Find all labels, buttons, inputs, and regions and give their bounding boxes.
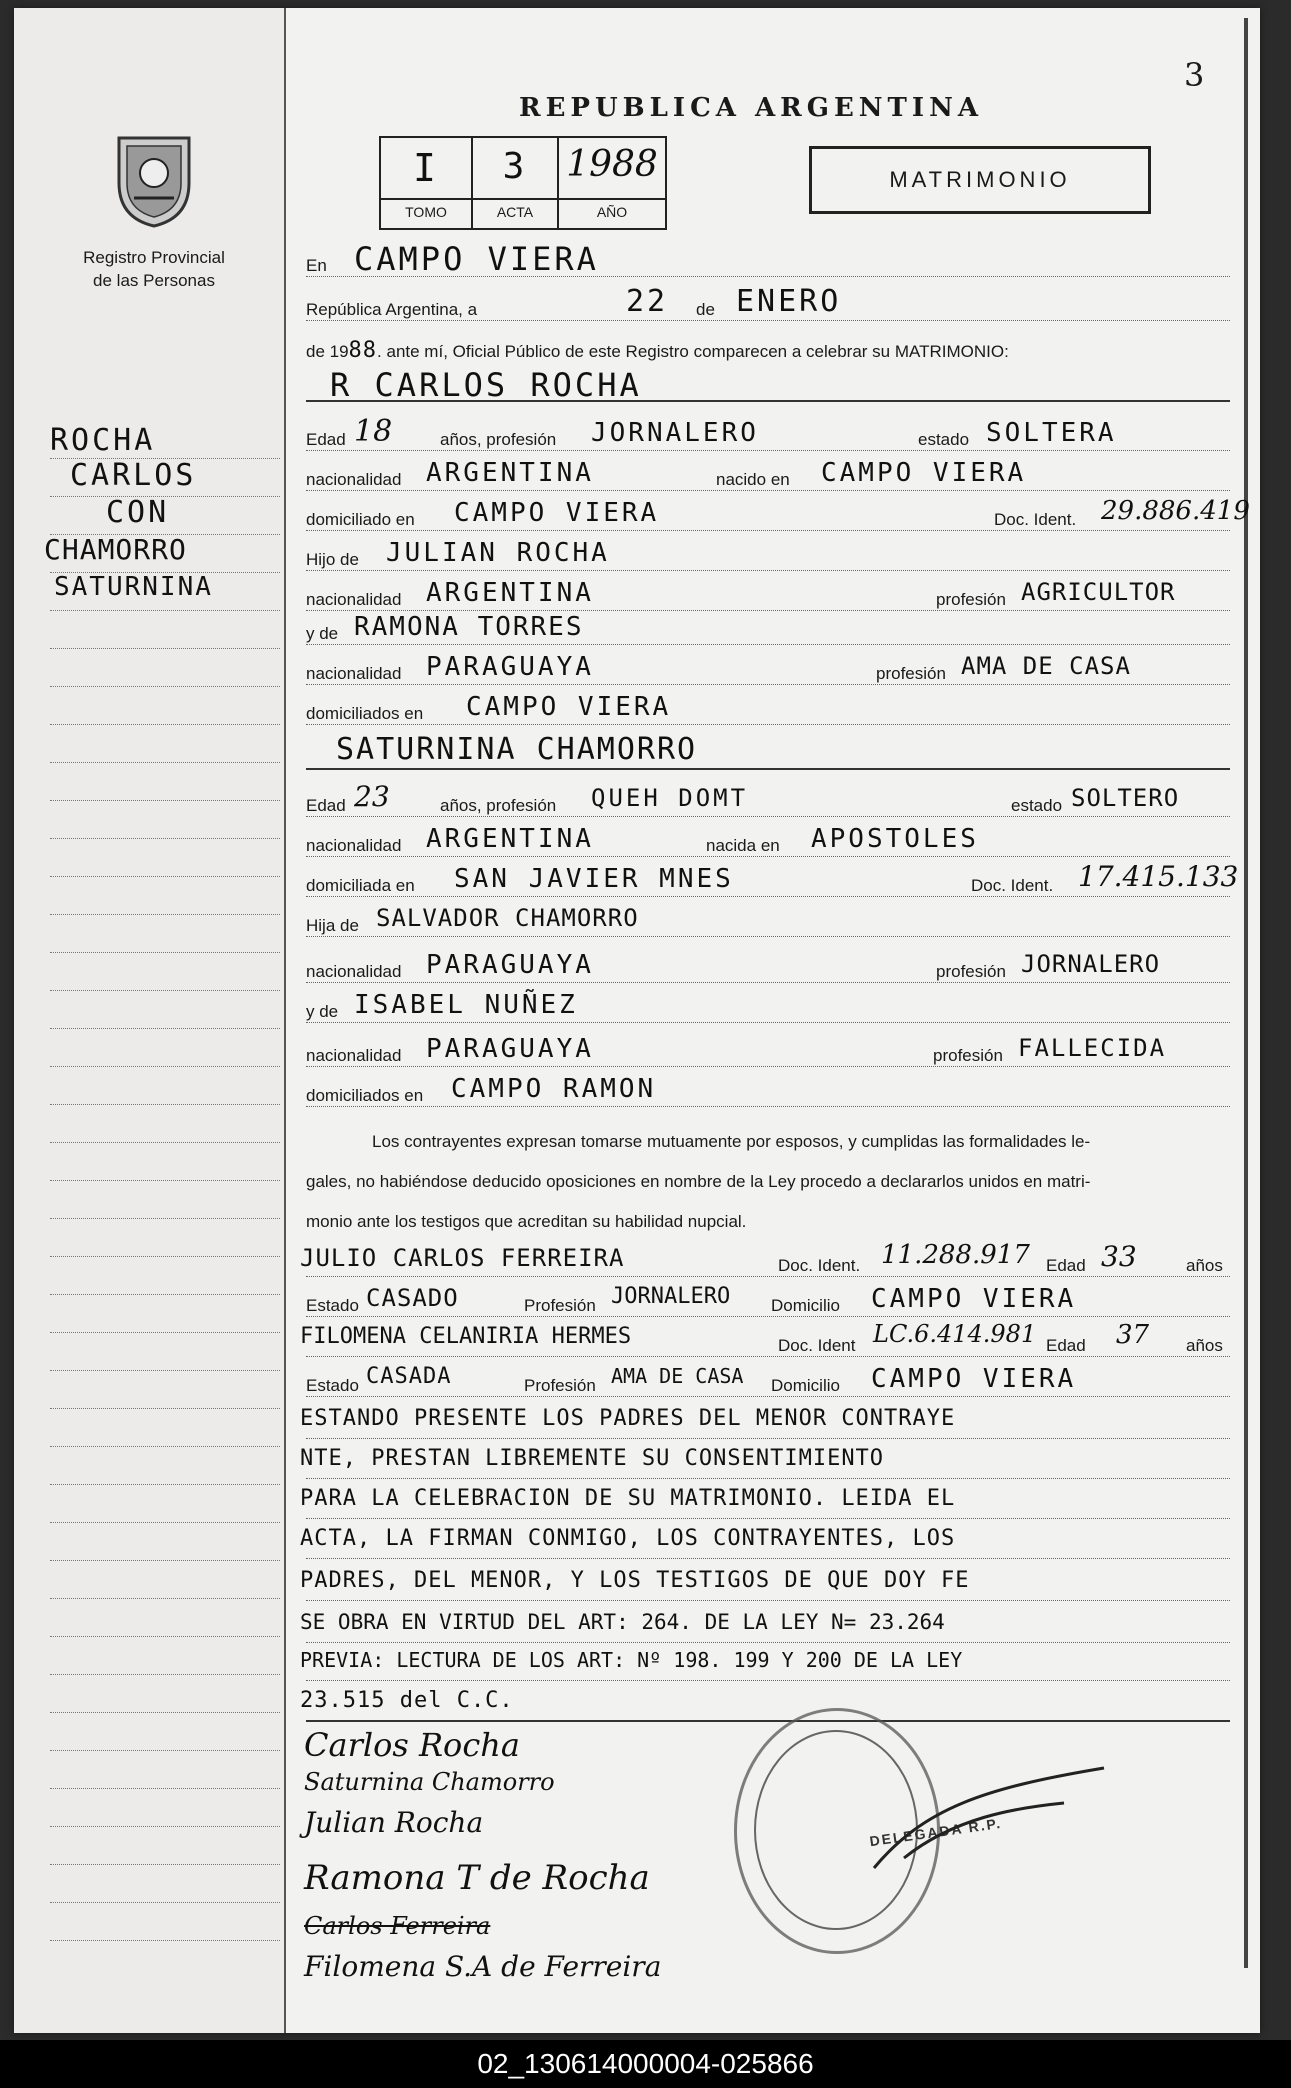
nacionalidad-label: nacionalidad [306, 836, 402, 855]
groom-edad-row [306, 414, 1230, 451]
bride-mother-nat: PARAGUAYA [426, 1034, 594, 1064]
witness1-details-row [306, 1280, 1230, 1317]
groom-profesion: JORNALERO [591, 418, 759, 448]
profesion-label: Profesión [524, 1296, 596, 1315]
anios-label: años [1186, 1256, 1223, 1275]
place-value: CAMPO VIERA [354, 240, 599, 278]
profesion-label: profesión [936, 590, 1006, 609]
estado-label: Estado [306, 1376, 359, 1395]
groom-estado: SOLTERA [986, 418, 1117, 448]
note-line [300, 1564, 1230, 1601]
domicilio-label: Domicilio [771, 1296, 840, 1315]
bride-nat-row [306, 820, 1230, 857]
profesion-label: profesión [876, 664, 946, 683]
formal-text-line3: monio ante los testigos que acreditan su habilidad nupcial. [306, 1212, 747, 1231]
estado-label: estado [918, 430, 970, 449]
nacido-label: nacido en [716, 470, 790, 489]
hijo-label: Hijo de [306, 550, 359, 569]
witness2-row [300, 1320, 1230, 1357]
groom-name-row [306, 364, 1230, 402]
date-de: de [696, 300, 715, 319]
signature: Julian Rocha [304, 1806, 484, 1839]
date-row [306, 284, 1230, 321]
note-line [300, 1522, 1230, 1559]
domiciliados-label: domiciliados en [306, 704, 424, 723]
bride-mother-prof: FALLECIDA [1018, 1034, 1167, 1062]
year-suffix: 88 [348, 338, 378, 363]
groom-dom-row [306, 494, 1250, 531]
signature: Carlos Rocha [304, 1726, 520, 1764]
profesion-label: profesión [936, 962, 1006, 981]
bride-dom-row [306, 860, 1239, 897]
domicilio-label: domiciliado en [306, 510, 415, 529]
domiciliados-label: domiciliados en [306, 1086, 424, 1105]
note-text: NTE, PRESTAN LIBREMENTE SU CONSENTIMIENTO [300, 1446, 885, 1471]
note-text: 23.515 del C.C. [300, 1688, 514, 1713]
nacionalidad-label: nacionalidad [306, 962, 402, 981]
witness1-domicilio: CAMPO VIERA [871, 1284, 1077, 1314]
domicilio-label: Domicilio [771, 1376, 840, 1395]
witness2-details-row [306, 1360, 1230, 1397]
registry-line-2: de las Personas [93, 271, 215, 290]
witness1-profesion: JORNALERO [611, 1284, 731, 1309]
witness2-domicilio: CAMPO VIERA [871, 1364, 1077, 1394]
bride-doc: 17.415.133 [1078, 860, 1239, 893]
registry-line-1: Registro Provincial [83, 248, 225, 267]
bride-profesion: QUEH DOMT [591, 784, 749, 812]
nacionalidad-label: nacionalidad [306, 590, 402, 609]
doc-label: Doc. Ident [778, 1336, 856, 1355]
groom-father-nat-row [306, 574, 1230, 611]
bride-name-row [306, 732, 1230, 770]
edad-label: Edad [306, 430, 346, 449]
y-de-label: y de [306, 1002, 339, 1021]
bride-father: SALVADOR CHAMORRO [376, 904, 639, 932]
provincial-coat-of-arms-icon [109, 128, 199, 228]
groom-mother: RAMONA TORRES [354, 612, 584, 642]
groom-nat-row [306, 454, 1230, 491]
domiciliada-label: domiciliada en [306, 876, 415, 895]
note-line [300, 1482, 1230, 1519]
groom-parents-dom: CAMPO VIERA [466, 692, 672, 722]
note-text: SE OBRA EN VIRTUD DEL ART: 264. DE LA LEY N= 23.264 [300, 1610, 945, 1634]
bride-father-prof: JORNALERO [1021, 950, 1161, 978]
country-title: REPUBLICA ARGENTINA [519, 93, 984, 123]
nacida-label: nacida en [706, 836, 780, 855]
bride-nacionalidad: ARGENTINA [426, 824, 594, 854]
place-label: En [306, 256, 327, 275]
groom-nacido: CAMPO VIERA [821, 458, 1027, 488]
note-line [300, 1644, 1230, 1681]
formal-text-line2: gales, no habiéndose deducido oposiciones en nombre de la Ley procedo a declararlos unidos en matri- [306, 1172, 1091, 1191]
bride-father-row [306, 900, 1230, 937]
bride-parents-dom-row [306, 1070, 1230, 1107]
tomo-acta-anio-box [379, 136, 667, 230]
estado-label: Estado [306, 1296, 359, 1315]
signature: Carlos Ferreira [304, 1912, 491, 1940]
note-text: ACTA, LA FIRMAN CONMIGO, LOS CONTRAYENTES, LOS [300, 1526, 956, 1551]
witness1-row [300, 1240, 1230, 1277]
groom-mother-row [306, 608, 1230, 645]
estado-label: estado [1011, 796, 1063, 815]
formal-text-line1: Los contrayentes expresan tomarse mutuamente por esposos, y cumplidas las formalidades le- [372, 1132, 1091, 1151]
groom-father-row [306, 534, 1230, 571]
groom-edad: 18 [354, 414, 393, 449]
acta-label: ACTA [496, 204, 534, 220]
year-prefix: de 19 [306, 342, 349, 361]
bride-mother-row [306, 986, 1230, 1023]
margin-column [14, 8, 286, 2033]
groom-father-prof: AGRICULTOR [1021, 578, 1176, 606]
date-prefix: República Argentina, a [306, 300, 478, 319]
nacionalidad-label: nacionalidad [306, 470, 402, 489]
profesion-label: profesión [933, 1046, 1003, 1065]
anio-label: AÑO [596, 204, 628, 220]
nacionalidad-label: nacionalidad [306, 1046, 402, 1065]
profesion-label: años, profesión [440, 796, 557, 815]
doc-label: Doc. Ident. [994, 510, 1077, 529]
footer-image-id: 02_130614000004-025866 [0, 2040, 1291, 2088]
hija-label: Hija de [306, 916, 359, 935]
acta-value: 3 [502, 146, 528, 187]
bride-mother-nat-row [306, 1030, 1230, 1067]
tomo-label: TOMO [405, 204, 447, 220]
note-line [300, 1606, 1230, 1643]
tomo-value: I [413, 146, 439, 190]
page-edge [1244, 18, 1248, 1968]
witness2-edad: 37 [1116, 1320, 1150, 1350]
edad-label: Edad [1046, 1256, 1086, 1275]
bride-father-nat-row [306, 946, 1230, 983]
bride-mother: ISABEL NUÑEZ [354, 990, 578, 1020]
margin-note: SATURNINA [54, 572, 213, 602]
signature: Ramona T de Rocha [304, 1858, 650, 1898]
edad-label: Edad [306, 796, 346, 815]
bride-nacida: APOSTOLES [811, 824, 979, 854]
groom-name: R CARLOS ROCHA [330, 366, 642, 404]
witness1-doc: 11.288.917 [881, 1240, 1030, 1270]
act-type-box [809, 146, 1151, 214]
seal-stamp-text: DELEGADA R.P. [868, 1814, 1003, 1850]
place-row [306, 240, 1230, 277]
bride-edad: 23 [354, 780, 390, 813]
groom-parents-dom-row [306, 688, 1230, 725]
witness2-doc: LC.6.414.981 [873, 1320, 1037, 1348]
margin-note: CARLOS [70, 458, 197, 493]
doc-label: Doc. Ident. [971, 876, 1054, 895]
profesion-label: años, profesión [440, 430, 557, 449]
page-number: 3 [1184, 56, 1205, 94]
nacionalidad-label: nacionalidad [306, 664, 402, 683]
profesion-label: Profesión [524, 1376, 596, 1395]
witness2-estado: CASADA [366, 1364, 452, 1389]
anio-value: 1988 [566, 144, 658, 185]
bride-edad-row [306, 780, 1230, 817]
note-text: PARA LA CELEBRACION DE SU MATRIMONIO. LEIDA EL [300, 1486, 956, 1511]
signature: Filomena S.A de Ferreira [304, 1950, 662, 1983]
witness2-profesion: AMA DE CASA [611, 1364, 744, 1388]
groom-domicilio: CAMPO VIERA [454, 498, 660, 528]
groom-doc: 29.886.419 [1101, 496, 1250, 526]
y-de-label: y de [306, 624, 339, 643]
bride-parents-dom: CAMPO RAMON [451, 1074, 657, 1104]
note-text: PREVIA: LECTURA DE LOS ART: Nº 198. 199 Y 200 DE LA LEY [300, 1648, 963, 1672]
date-day: 22 [626, 284, 669, 319]
date-month: ENERO [736, 284, 842, 319]
anios-label: años [1186, 1336, 1223, 1355]
bride-father-nat: PARAGUAYA [426, 950, 594, 980]
witness1-estado: CASADO [366, 1284, 459, 1312]
note-line [300, 1402, 1230, 1439]
witness1-edad: 33 [1101, 1240, 1137, 1273]
bride-domicilio: SAN JAVIER MNES [454, 864, 734, 894]
note-line [300, 1684, 1230, 1722]
groom-mother-nat: PARAGUAYA [426, 652, 594, 682]
statement-text: . ante mí, Oficial Público de este Registro comparecen a celebrar su MATRIMONIO: [377, 342, 1009, 361]
groom-mother-prof: AMA DE CASA [961, 652, 1131, 680]
note-text: ESTANDO PRESENTE LOS PADRES DEL MENOR CONTRAYE [300, 1406, 956, 1431]
margin-note: ROCHA [50, 423, 156, 458]
note-line [300, 1442, 1230, 1479]
margin-note: CON [106, 495, 170, 530]
groom-father-nat: ARGENTINA [426, 578, 594, 608]
doc-label: Doc. Ident. [778, 1256, 861, 1275]
official-signature-scribble-icon [864, 1748, 1114, 1888]
groom-father: JULIAN ROCHA [386, 538, 610, 568]
groom-nacionalidad: ARGENTINA [426, 458, 594, 488]
witness2-name: FILOMENA CELANIRIA HERMES [300, 1324, 632, 1349]
edad-label: Edad [1046, 1336, 1086, 1355]
bride-name: SATURNINA CHAMORRO [336, 732, 698, 767]
groom-mother-nat-row [306, 648, 1230, 685]
margin-note: CHAMORRO [44, 533, 187, 566]
act-page [14, 8, 1260, 2033]
witness1-name: JULIO CARLOS FERREIRA [300, 1244, 625, 1272]
date-statement [306, 338, 1009, 363]
note-text: PADRES, DEL MENOR, Y LOS TESTIGOS DE QUE DOY FE [300, 1568, 970, 1593]
act-type: MATRIMONIO [889, 167, 1071, 192]
bride-estado: SOLTERO [1071, 784, 1180, 812]
signature: Saturnina Chamorro [304, 1768, 555, 1796]
